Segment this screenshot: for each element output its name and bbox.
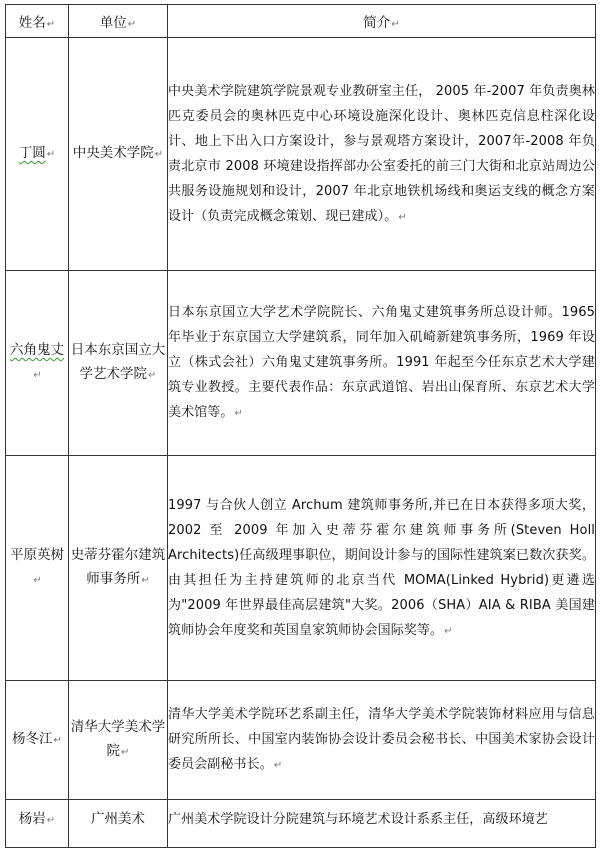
return-mark-icon: ↵ [33, 370, 42, 381]
person-name-cell [6, 38, 69, 271]
intro-text: 1997 与合伙人创立 Archum 建筑师事务所,并已在日本获得多项大奖，2002 至 2009 年加入史蒂芬霍尔建筑师事务所(Steven Holl Architects)任高级理事职位，期间设计参与的国际性建筑案已数次获奖。由其担任为主持建筑师的北京当代 MOMA(Linked Hybrid)更遴选为"2009 年世界最佳高层建筑"大奖。2006（SHA）AIA & RIBA 美国建筑师协会年度奖和英国皇家筑师协会国际奖等。 [168, 497, 595, 638]
person-name-cell [6, 681, 69, 800]
unit-cell [69, 800, 168, 848]
header-name-text: 姓名 [18, 15, 46, 31]
return-mark-icon: ↵ [46, 815, 56, 826]
table-header-row [6, 5, 596, 38]
unit-text: 史蒂芬霍尔建筑师事务所 [70, 547, 166, 587]
unit-cell [69, 271, 168, 456]
return-mark-icon: ↵ [154, 149, 164, 160]
return-mark-icon: ↵ [444, 625, 453, 637]
header-name [6, 5, 69, 38]
unit-cell [69, 456, 168, 681]
bio-table [5, 4, 596, 848]
table-row [6, 271, 596, 456]
table-row [6, 800, 596, 848]
intro-cell [168, 271, 596, 456]
person-name: 丁圆 [18, 145, 46, 161]
return-mark-icon: ↵ [46, 149, 56, 160]
unit-text: 中央美术学院 [72, 145, 154, 161]
unit-cell [69, 38, 168, 271]
intro-text: 日本东京国立大学艺术学院院长、六角鬼丈建筑事务所总设计师。1965 年毕业于东京国立大学建筑系，同年加入矶崎新建筑事务所，1969 年设立（株式会社）六角鬼丈建筑事务所。1991 年起至今任东京艺术大学建筑专业教授。主要代表作品：东京武道馆、岩出山保育所、东京艺术大学美术馆等。 [168, 305, 595, 420]
return-mark-icon: ↵ [398, 211, 407, 223]
header-intro [168, 5, 596, 38]
unit-text: 广州美术 [91, 811, 145, 827]
return-mark-icon: ↵ [234, 408, 243, 419]
unit-text: 日本东京国立大学艺术学院 [70, 342, 166, 382]
return-mark-icon: ↵ [121, 747, 130, 758]
table-row [6, 38, 596, 271]
return-mark-icon: ↵ [273, 760, 283, 771]
person-name: 六角鬼丈 [10, 342, 64, 358]
person-name-cell [6, 456, 69, 681]
person-name-cell [6, 271, 69, 456]
header-unit-text: 单位 [99, 15, 127, 31]
return-mark-icon: ↵ [33, 575, 42, 586]
intro-cell [168, 456, 596, 681]
unit-cell [69, 681, 168, 800]
return-mark-icon: ↵ [46, 19, 56, 30]
return-mark-icon: ↵ [127, 19, 137, 30]
person-name: 平原英树 [10, 547, 64, 563]
intro-text: 中央美术学院建筑学院景观专业教研室主任， 2005 年-2007 年负责奥林匹克委员会的奥林匹克中心环境设施深化设计、奥林匹克信息柱深化设计、地上下出入口方案设计，参与景观塔方案设计，2007年-2008 年负责北京市 2008 环境建设指挥部办公室委托的前三门大街和北京站周边公共服务设施规划和设计，2007 年北京地铁机场线和奥运支线的概念方案设计（负责完成概念策划、现已建成）。 [168, 83, 595, 224]
return-mark-icon: ↵ [391, 19, 400, 30]
header-unit [69, 5, 168, 38]
person-name: 杨冬江 [12, 731, 53, 747]
return-mark-icon: ↵ [141, 575, 150, 586]
person-name: 杨岩 [18, 811, 46, 827]
intro-text: 广州美术学院设计分院建筑与环境艺术设计系系主任，高级环境艺 [168, 812, 548, 827]
unit-text: 清华大学美术学院 [70, 719, 166, 759]
return-mark-icon: ↵ [148, 370, 157, 381]
table-row [6, 681, 596, 800]
table-row [6, 456, 596, 681]
intro-cell [168, 38, 596, 271]
intro-text: 清华大学美术学院环艺系副主任，清华大学美术学院装饰材料应用与信息研究所所长、中国室内装饰协会设计委员会秘书长、中国美术家协会设计委员会副秘书长。 [168, 707, 595, 772]
return-mark-icon: ↵ [53, 735, 62, 746]
intro-cell [168, 681, 596, 800]
intro-cell [168, 800, 596, 848]
header-intro-text: 简介 [363, 15, 391, 31]
person-name-cell [6, 800, 69, 848]
